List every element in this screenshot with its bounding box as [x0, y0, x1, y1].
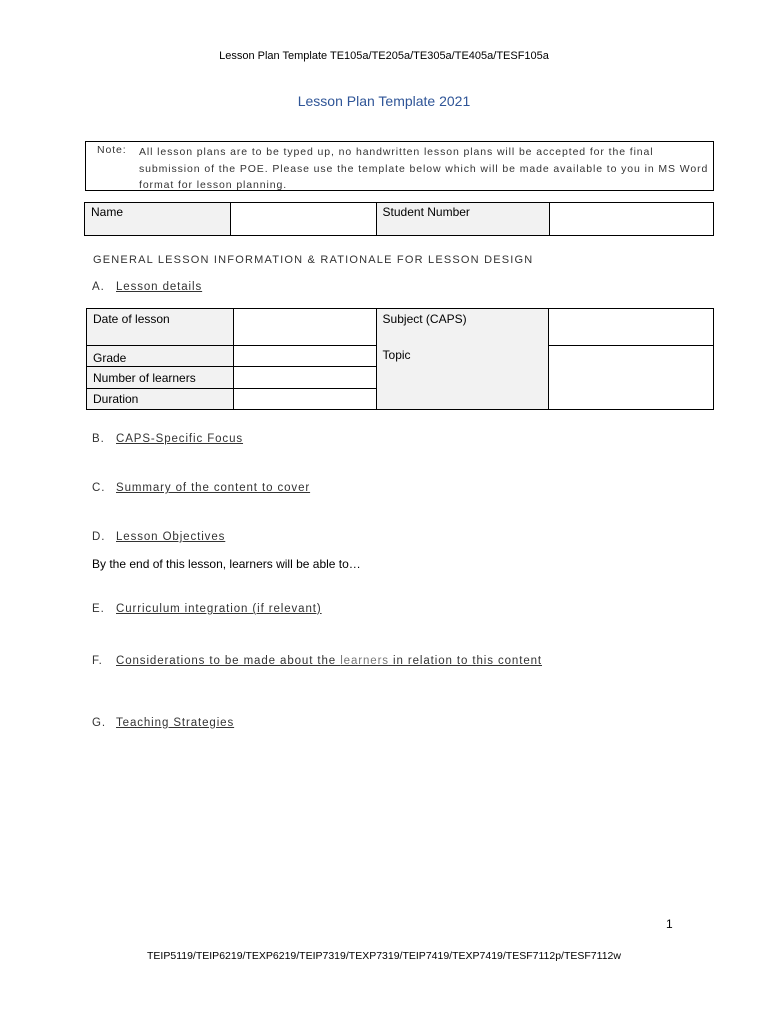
item-considerations — [92, 655, 542, 667]
item-content-summary — [92, 482, 310, 494]
topic-field[interactable] — [549, 346, 714, 410]
objectives-text: By the end of this lesson, learners will be able to… — [92, 557, 361, 571]
item-teaching-strategies — [92, 717, 234, 729]
document-title: Lesson Plan Template 2021 — [297, 93, 471, 109]
item-label: Summary of the content to cover — [116, 482, 311, 494]
item-label-part: Considerations to be made about the — [116, 655, 341, 667]
item-label: Lesson details — [116, 281, 203, 293]
duration-label: Duration — [87, 389, 234, 410]
student-number-label: Student Number — [376, 203, 550, 236]
item-lesson-details — [92, 281, 202, 293]
item-label: CAPS-Specific Focus — [116, 433, 244, 445]
note-label: Note: — [97, 144, 127, 156]
name-table — [84, 202, 714, 236]
learners-field[interactable] — [233, 367, 376, 389]
page-header: Lesson Plan Template TE105a/TE205a/TE305a/TE405a/TESF105a — [219, 50, 549, 62]
date-field[interactable] — [233, 309, 376, 346]
note-box — [85, 141, 714, 191]
subject-field[interactable] — [549, 309, 714, 346]
date-label: Date of lesson — [87, 309, 234, 346]
name-label: Name — [85, 203, 231, 236]
item-letter: E. — [92, 603, 105, 615]
item-label-part: in relation to this content — [388, 655, 543, 667]
subject-topic-cell — [376, 309, 549, 410]
item-letter: C. — [92, 482, 106, 494]
item-letter: D. — [92, 531, 106, 543]
item-letter: F. — [92, 655, 103, 667]
item-lesson-objectives — [92, 531, 225, 543]
note-text: All lesson plans are to be typed up, no handwritten lesson plans will be accepted for the final submission of the POE. Please use the template below which will be made available to you in MS Word format for lesson planning. — [139, 146, 709, 191]
grade-label: Grade — [87, 346, 234, 367]
topic-label: Topic — [382, 348, 411, 362]
learners-label: Number of learners — [87, 367, 234, 389]
item-label: Curriculum integration (if relevant) — [116, 603, 322, 615]
student-number-field[interactable] — [550, 203, 714, 236]
item-label: Lesson Objectives — [116, 531, 226, 543]
item-caps-focus — [92, 433, 243, 445]
subject-label: Subject (CAPS) — [382, 312, 467, 326]
section-heading: GENERAL LESSON INFORMATION & RATIONALE FOR LESSON DESIGN — [93, 254, 534, 266]
item-letter: A. — [92, 281, 105, 293]
duration-field[interactable] — [233, 389, 376, 410]
page-number: 1 — [666, 917, 673, 931]
item-label — [116, 655, 542, 667]
lesson-details-table — [86, 308, 714, 410]
item-letter: B. — [92, 433, 105, 445]
grade-field[interactable] — [233, 346, 376, 367]
item-letter: G. — [92, 717, 106, 729]
item-label: Teaching Strategies — [116, 717, 235, 729]
item-curriculum-integration — [92, 603, 322, 615]
name-field[interactable] — [230, 203, 376, 236]
page-footer: TEIP5119/TEIP6219/TEXP6219/TEIP7319/TEXP7319/TEIP7419/TEXP7419/TESF7112p/TESF7112w — [147, 950, 621, 962]
item-label-part: learners — [340, 655, 389, 667]
